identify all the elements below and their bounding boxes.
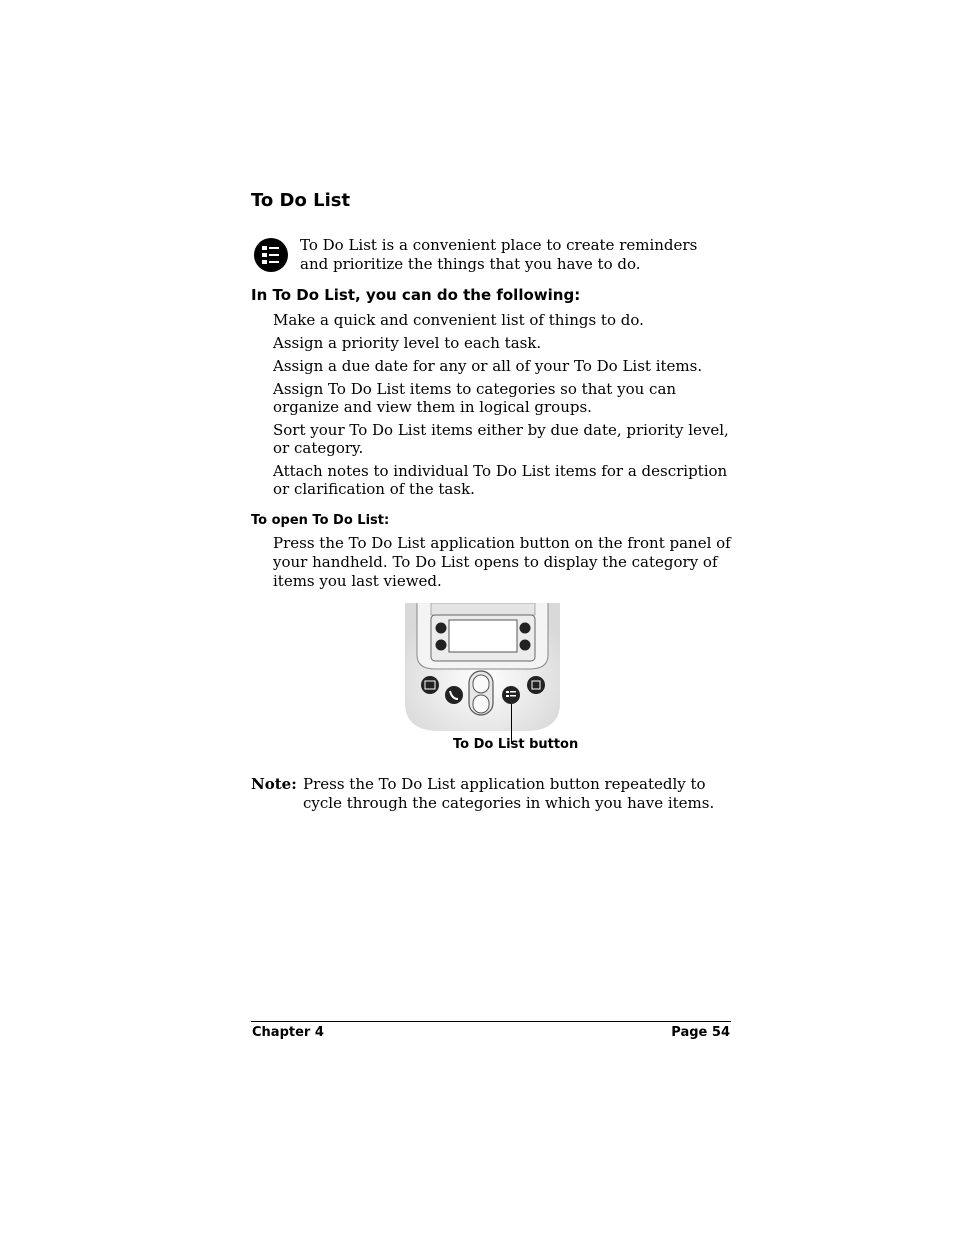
handheld-illustration (405, 603, 560, 731)
list-item: Assign To Do List items to categories so that you can organize and view them in logical groups. (273, 380, 677, 416)
list-item: Assign a due date for any or all of your To Do List items. (273, 357, 703, 375)
features-heading: In To Do List, you can do the following: (251, 286, 581, 304)
footer-divider (251, 1021, 731, 1022)
procedure-text: Press the To Do List application button on the front panel of your handheld. To Do List opens to display the category of items you last viewed. (273, 534, 731, 590)
date-book-button-icon (421, 676, 439, 694)
callout-label: To Do List button (453, 737, 579, 752)
todo-list-icon (252, 236, 290, 274)
note-label: Note: (251, 775, 297, 793)
list-item: Assign a priority level to each task. (273, 334, 542, 352)
footer-chapter: Chapter 4 (252, 1025, 324, 1040)
intro-text: To Do List is a convenient place to create reminders and prioritize the things that you have to do. (300, 236, 698, 273)
page-title: To Do List (251, 190, 351, 211)
list-item: Sort your To Do List items either by due date, priority level, or category. (273, 421, 729, 457)
procedure-heading: To open To Do List: (251, 513, 390, 528)
todo-list-button-icon (502, 686, 520, 704)
feature-list (273, 311, 733, 503)
note-text: Press the To Do List application button repeatedly to cycle through the categories in which you have items. (303, 775, 715, 812)
address-button-icon (445, 686, 463, 704)
memo-pad-button-icon (527, 676, 545, 694)
list-item: Make a quick and convenient list of things to do. (273, 311, 644, 329)
list-item: Attach notes to individual To Do List items for a description or clarification of the task. (273, 462, 728, 498)
footer-page-number: Page 54 (671, 1025, 730, 1040)
